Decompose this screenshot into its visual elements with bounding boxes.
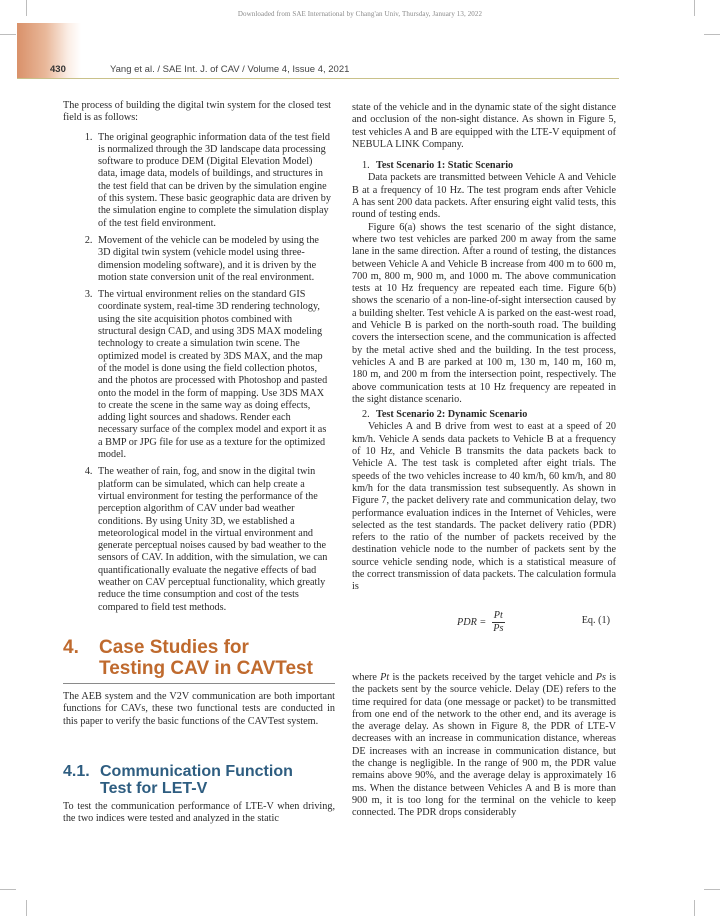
crop-mark-bottom-left-v [26, 900, 27, 916]
page-number: 430 [50, 64, 66, 75]
header-color-band [17, 23, 81, 79]
subsection-title-line1: Communication Function [100, 763, 293, 780]
section-title-line1: Case Studies for [99, 637, 249, 658]
subsection-number: 4.1. [63, 763, 90, 780]
equation-formula [457, 610, 505, 635]
equation-numerator: Pt [493, 609, 503, 621]
text-run: where [352, 672, 381, 683]
scenario-2-paragraph-1: Vehicles A and B drive from west to east at a speed of 20 km/h. Vehicle A sends data packets to Vehicle B at a frequency of 10 Hz, and Vehicle B transmits the data packets back to Vehicle A. The test task is completed after eight trials. The speeds of the two vehicles increase to 40 km/h, 60 km/h, and 80 km/h for the data transmission test subsequently. As shown in Figure 7, the packet delivery rate and communication delay, two performance evaluation indices in the Internet of Vehicles, were selected as the test standards. The packet delivery ratio (PDR) refers to the ratio of the number of packets received by the destination vehicle node to the number of packets sent by the source vehicle sending node, which is a statistical measure of the correct transmission of data packets. The calculation formula is [352, 421, 616, 593]
scenario-title: Test Scenario 1: Static Scenario [376, 160, 514, 172]
scenario-title: Test Scenario 2: Dynamic Scenario [376, 409, 528, 421]
crop-mark-bottom-left-h [0, 889, 16, 890]
process-step: 1. The original geographic information data of the test field is normalized through the 3D landscape data processing software to produce DEM (Digital Elevation Model) data, image data, models of buildings, and structures in the test field that can be driven by the simulation engine of this system. These basic geographic data are driven by the simulation engine to complete the simulation display of the test field environment. [95, 132, 331, 230]
scenario-2-heading [362, 409, 616, 421]
text-run: is the packets received by the target vehicle and [389, 672, 596, 683]
left-column [63, 100, 331, 619]
subsection-title-line2: Test for LET-V [100, 780, 208, 797]
equation-lhs: PDR = [457, 616, 487, 628]
symbol-ps: Ps [595, 672, 606, 683]
crop-mark-top-left-h [0, 34, 16, 35]
process-steps-list [63, 132, 331, 614]
scenario-1-heading [362, 160, 616, 172]
crop-mark-bottom-right-v [694, 900, 695, 916]
section-4-heading [63, 637, 335, 684]
right-column [352, 102, 616, 650]
crop-mark-top-right-h [704, 34, 720, 35]
scenario-number: 1. [362, 160, 370, 172]
process-step: 4. The weather of rain, fog, and snow in the digital twin platform can be simulated, which can help create a virtual environment for testing the performance of the perception algorithm of CAV under bad weather conditions. By using Unity 3D, we established a meteorological model in the virtual environment and generate perceptual noises caused by bad weather to the sensors of CAV. In addition, with the simulation, we can quantificationally evaluate the negative effects of bad weather on CAV perceptual functionality, which greatly reduce the time consumption and cost of the tests compared to field test methods. [95, 466, 331, 614]
section-4-1-intro: To test the communication performance of LTE-V when driving, the two indices were tested and analyzed in the static [63, 801, 335, 825]
process-intro: The process of building the digital twin system for the closed test field is as follows: [63, 100, 331, 124]
crop-mark-bottom-right-h [704, 889, 720, 890]
running-head: Yang et al. / SAE Int. J. of CAV / Volume 4, Issue 4, 2021 [110, 64, 350, 75]
continuation-paragraph: state of the vehicle and in the dynamic state of the sight distance and occlusion of the non-sight distance. As shown in Figure 5, test vehicles A and B are equipped with the LTE-V equipment of NEBULA LINK Company. [352, 102, 616, 150]
equation-denominator: Ps [493, 622, 504, 634]
equation-fraction [492, 610, 505, 635]
section-4-intro: The AEB system and the V2V communication are both important functions for CAVs, these two functional tests are conducted in this paper to verify the basic functions of the CAVTest system. [63, 691, 335, 727]
section-number: 4. [63, 637, 79, 658]
scenario-1-paragraph-1: Data packets are transmitted between Vehicle A and Vehicle B at a frequency of 10 Hz. The test program ends after Vehicle A has sent 200 data packets. After ensuring eight valid tests, this round of testing ends. [352, 172, 616, 221]
header-rule [17, 78, 619, 79]
equation-label: Eq. (1) [581, 614, 610, 626]
scenario-1-paragraph-2: Figure 6(a) shows the test scenario of the sight distance, where two test vehicles are parked 200 m away from the same lane in the same direction. After a round of testing, the distances between Vehicle A and Vehicle B increase from 400 m to 600 m, 700 m, 800 m, 900 m, and 1000 m. The above communication tests at 10 Hz frequency are repeated each time. Figure 6(b) shows the scenario of a non-line-of-sight intersection caused by a building shelter. Test vehicle A is parked on the east-west road, and Vehicle B is parked on the north-south road. The building covers the intersection scene, and the communication is affected by the metal active shed and the building. In the test process, vehicles A and B are parked at 100 m, 130 m, 140 m, 160 m, 180 m, and 200 m from the intersection point, respectively. The above communication tests at 10 Hz frequency are repeated in the sight distance scenario. [352, 221, 616, 405]
process-step: 3. The virtual environment relies on the standard GIS coordinate system, real-time 3D rendering technology, using the site acquisition photos combined with structural design CAD, and using 3DS MAX modeling technology to create a simulation twin scene. The optimized model is created by 3DS MAX, and the map of the model is done using the field collection photos, and the photos are processed with Photoshop and pasted onto the model in the form of mapping. Use 3DS MAX to create the scene in the same way as doing effects, adding light sources and shadows. Render each necessary surface of the complex model and export it as a BMP or JPG file for use as a texture for the optimized model. [95, 289, 331, 461]
symbol-pt: Pt [380, 672, 390, 683]
scenario-number: 2. [362, 409, 370, 421]
section-title-line2: Testing CAV in CAVTest [99, 658, 313, 679]
process-step: 2. Movement of the vehicle can be modeled by using the 3D digital twin system (vehicle model using three-dimension modeling software), and it is driven by the motion state conversion unit of the real environment. [95, 235, 331, 284]
section-4-1-heading [63, 763, 335, 797]
equation-1 [352, 604, 616, 642]
download-notice: Downloaded from SAE International by Chang'an Univ, Thursday, January 13, 2022 [237, 10, 483, 18]
text-run: is the packets sent by the source vehicle. Delay (DE) refers to the time required for data (one message or packet) to be transmitted from one end of the network to the other end, and its average is the average delay. As shown in Figure 8, the PDR of LTE-V decreases with an increase in communication distance, whereas DE increases with an increase in communication distance, but the change is negligible. In the range of 900 m, the PDR value remains above 90%, and the average delay is approximately 16 ms. When the distance between Vehicles A and B is more than 900 m, it is too long for the terminal on the vehicle to keep connected. The PDR drops considerably [352, 672, 616, 819]
post-equation-paragraph [352, 672, 616, 820]
